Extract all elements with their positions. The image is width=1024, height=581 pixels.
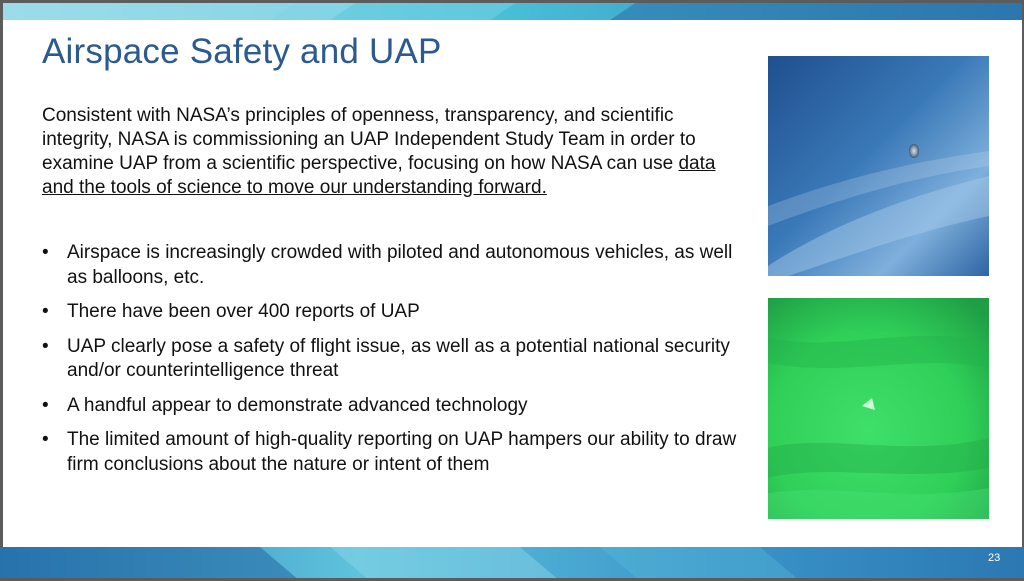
bullet-item [42,428,754,477]
bullet-glyph: • [42,242,49,263]
slide-title: Airspace Safety and UAP [42,32,442,71]
bullet-text: The limited amount of high-quality reporting on UAP hampers our ability to draw firm conclusions about the nature or intent of them [67,429,737,475]
intro-paragraph [42,104,742,200]
bullet-item [42,241,754,290]
intro-text: Consistent with NASA’s principles of openness, transparency, and scientific integrity, NASA is commissioning an UAP Independent Study Team in order to examine UAP from a scientific perspective, focusing on how NASA can use [42,105,696,174]
bullet-glyph: • [42,335,49,357]
bullet-glyph: • [42,429,49,450]
bullet-text: UAP clearly pose a safety of flight issue, as well as a potential national security and/or counterintelligence threat [67,335,730,381]
bullet-list [42,241,754,487]
left-border [0,0,3,581]
bullet-glyph: • [42,301,49,322]
intro-underlined-text: data and the tools of science to move our understanding forward. [42,153,716,198]
page-number: 23 [988,552,1001,564]
bullet-text: A handful appear to demonstrate advanced technology [67,394,528,416]
uap-object-icon [909,144,919,158]
bullet-item [42,394,754,419]
bullet-text: There have been over 400 reports of UAP [67,301,420,322]
bullet-glyph: • [42,394,49,416]
bullet-item [42,300,754,325]
uap-sky-photo [768,56,989,276]
bullet-text: Airspace is increasingly crowded with piloted and autonomous vehicles, as well as balloons, etc. [67,242,733,288]
uap-night-vision-photo [768,298,989,519]
top-banner [0,0,1024,20]
bottom-banner [0,547,1024,581]
bullet-item [42,335,754,384]
